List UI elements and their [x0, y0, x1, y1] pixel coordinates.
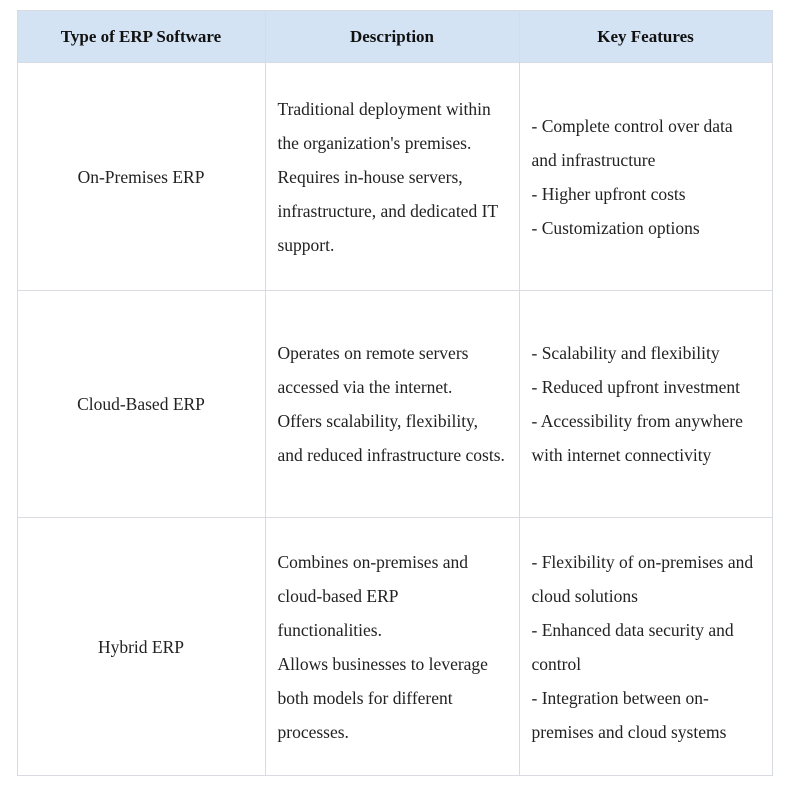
description-sentence: Offers scalability, flexibility, and reduced infrastructure costs. [277, 411, 505, 465]
description-cell [265, 63, 519, 291]
feature-item: - Enhanced data security and control [531, 619, 734, 674]
description-sentence: Allows businesses to leverage both models for different processes. [277, 653, 488, 742]
column-header-description: Description [265, 11, 519, 63]
table-row-cloud-based [17, 291, 772, 518]
erp-type-cell: Hybrid ERP [17, 518, 265, 776]
erp-type-cell: On-Premises ERP [17, 63, 265, 291]
feature-item: - Accessibility from anywhere with internet connectivity [531, 411, 743, 465]
key-features-cell [519, 518, 772, 776]
feature-item: - Integration between on-premises and cloud systems [531, 687, 727, 742]
feature-item: - Customization options [531, 217, 700, 238]
description-sentence: Operates on remote servers accessed via the internet. [277, 343, 469, 397]
description-sentence: Combines on-premises and cloud-based ERP functionalities. [277, 551, 469, 640]
header-row [17, 11, 772, 63]
erp-comparison-table [17, 10, 773, 776]
key-features-cell [519, 291, 772, 518]
column-header-key-features: Key Features [519, 11, 772, 63]
key-features-cell [519, 63, 772, 291]
description-sentence: Traditional deployment within the organization's premises. [277, 98, 491, 153]
table-row-hybrid [17, 518, 772, 776]
feature-item: - Complete control over data and infrastructure [531, 115, 733, 170]
column-header-type: Type of ERP Software [17, 11, 265, 63]
feature-item: - Higher upfront costs [531, 183, 686, 204]
erp-type-cell: Cloud-Based ERP [17, 291, 265, 518]
table-row-on-premises [17, 63, 772, 291]
feature-item: - Reduced upfront investment [531, 377, 740, 397]
description-sentence: Requires in-house servers, infrastructure, and dedicated IT support. [277, 166, 498, 255]
description-cell [265, 518, 519, 776]
feature-item: - Scalability and flexibility [531, 343, 720, 363]
feature-item: - Flexibility of on-premises and cloud solutions [531, 551, 754, 606]
description-cell [265, 291, 519, 518]
